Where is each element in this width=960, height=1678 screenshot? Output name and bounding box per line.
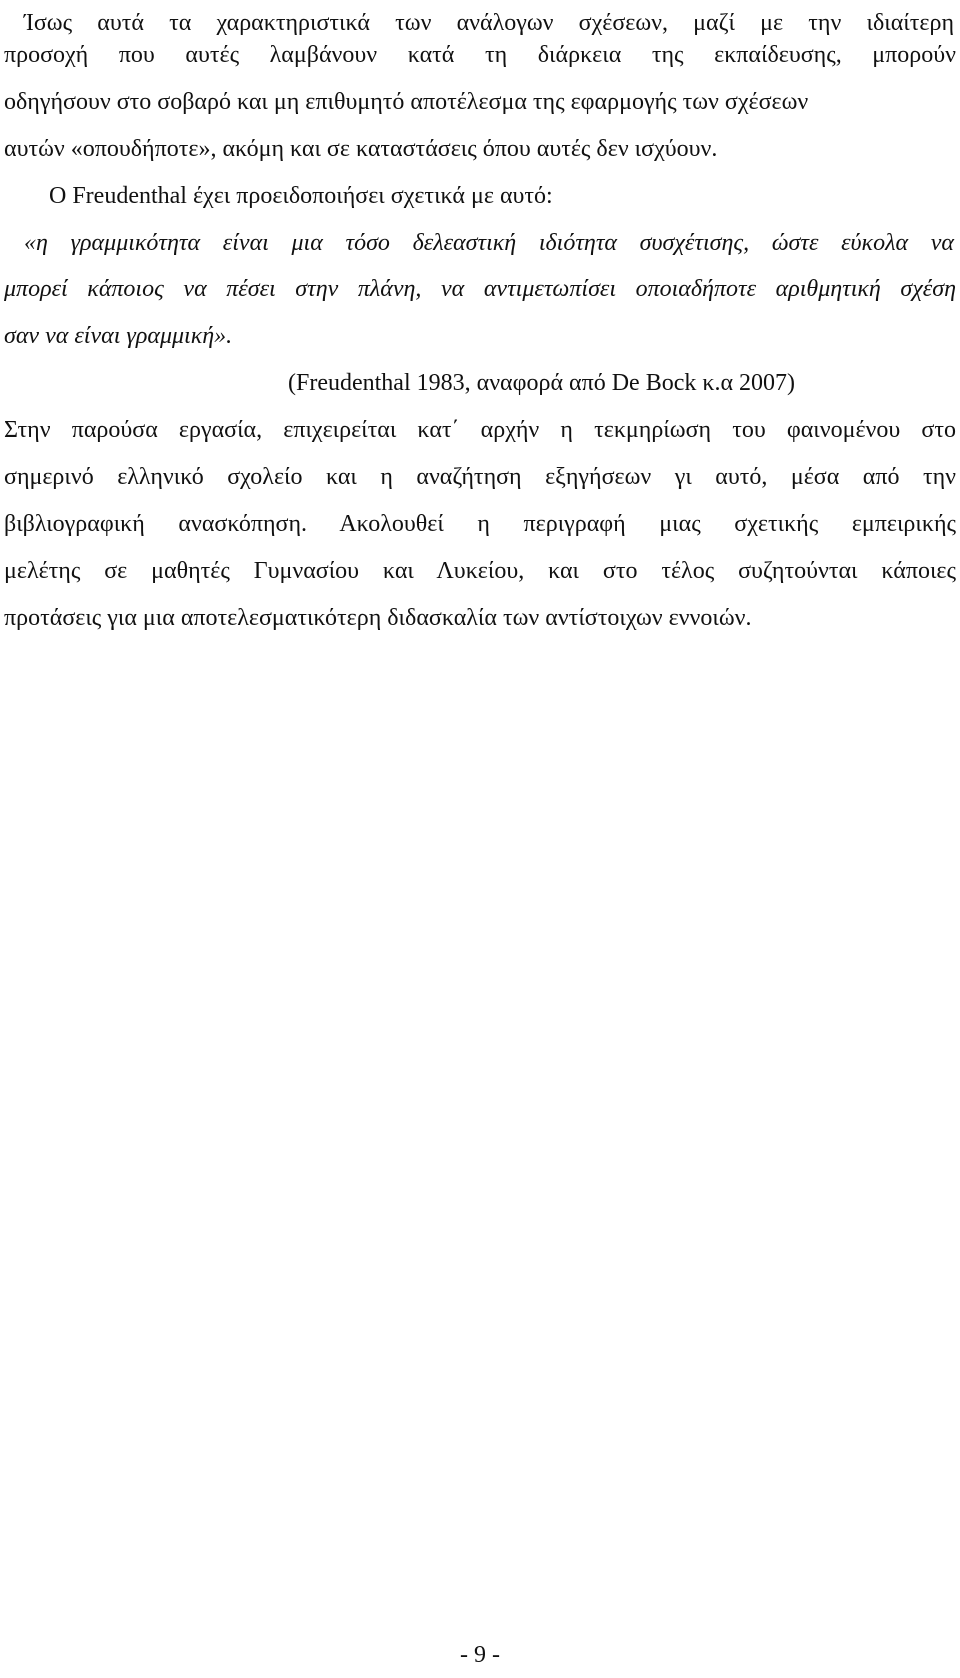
- text-line: οδηγήσουν στο σοβαρό και μη επιθυμητό αποτέλεσμα της εφαρμογής των σχέσεων: [4, 89, 809, 115]
- text-line: αυτών «οπουδήποτε», ακόμη και σε καταστάσεις όπου αυτές δεν ισχύουν.: [4, 136, 718, 162]
- text-line: προτάσεις για μια αποτελεσματικότερη διδασκαλία των αντίστοιχων εννοιών.: [4, 605, 752, 631]
- freudenthal-intro-line: Ο Freudenthal έχει προειδοποιήσει σχετικά με αυτό:: [49, 183, 553, 209]
- quote-line: «η γραμμικότητα είναι μια τόσο δελεαστική ιδιότητα συσχέτισης, ώστε εύκολα να: [24, 230, 954, 256]
- text-line: βιβλιογραφική ανασκόπηση. Ακολουθεί η περιγραφή μιας σχετικής εμπειρικής: [4, 511, 956, 537]
- text-line: μελέτης σε μαθητές Γυμνασίου και Λυκείου, και στο τέλος συζητούνται κάποιες: [4, 558, 956, 584]
- quote-citation: (Freudenthal 1983, αναφορά από De Bock κ.α 2007): [288, 370, 796, 396]
- page-number: - 9 -: [460, 1642, 500, 1668]
- quote-line: σαν να είναι γραμμική».: [4, 323, 233, 349]
- text-line: σημερινό ελληνικό σχολείο και η αναζήτηση εξηγήσεων γι αυτό, μέσα από την: [4, 464, 956, 490]
- quote-line: μπορεί κάποιος να πέσει στην πλάνη, να αντιμετωπίσει οποιαδήποτε αριθμητική σχέση: [4, 276, 956, 302]
- text-line: προσοχή που αυτές λαμβάνουν κατά τη διάρκεια της εκπαίδευσης, μπορούν: [4, 42, 956, 68]
- text-line: Στην παρούσα εργασία, επιχειρείται κατ΄ αρχήν η τεκμηρίωση του φαινομένου στο: [4, 417, 956, 443]
- text-line: Ίσως αυτά τα χαρακτηριστικά των ανάλογων σχέσεων, μαζί με την ιδιαίτερη: [24, 10, 954, 36]
